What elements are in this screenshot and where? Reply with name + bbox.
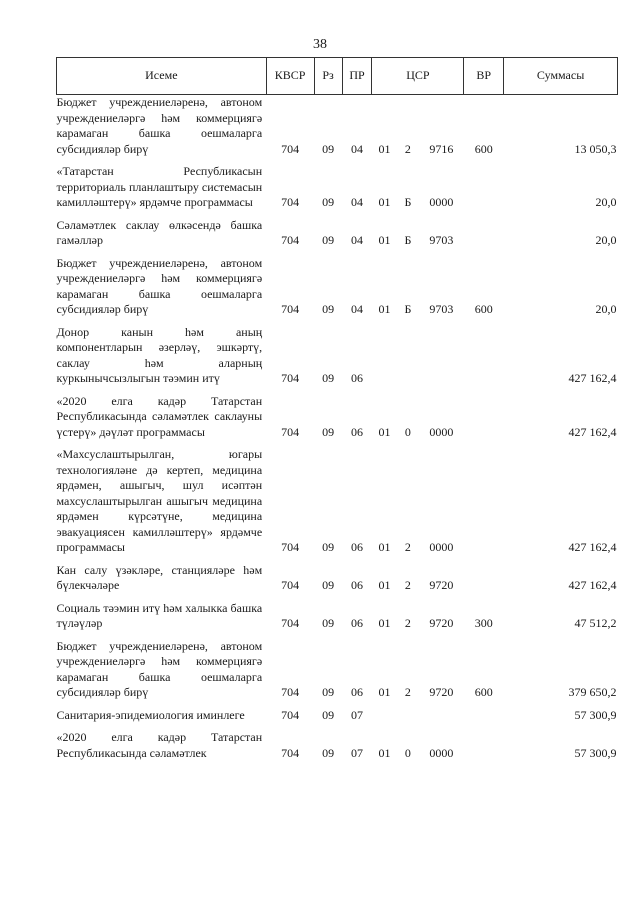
row-csr-code	[419, 325, 464, 394]
row-csr-code: 9703	[429, 233, 454, 247]
row-pr: 07	[351, 745, 364, 760]
row-pr: 04	[351, 141, 364, 156]
row-vr	[464, 447, 504, 563]
row-csr-subprogram	[397, 708, 419, 731]
row-pr: 06	[351, 578, 364, 592]
row-kvsr: 704	[281, 195, 300, 209]
row-kvsr: 704	[281, 540, 300, 554]
row-vr: 600	[474, 302, 493, 316]
row-kvsr: 704	[281, 745, 300, 760]
row-name: Донор канын һәм аның компонентларын әзерләү, эшкәртү, саклау һәм аларның куркынычсызлыгын тәэмин итү	[56, 324, 263, 385]
row-rz: 09	[322, 578, 335, 592]
table-row	[57, 394, 618, 448]
row-name: Сәламәтлек саклау өлкәсендә башка гамәлләр	[56, 217, 263, 247]
row-sum: 427 162,4	[568, 578, 617, 592]
table-row	[57, 256, 618, 325]
row-name: Бюджет учреждениеләренә, автоном учреждениеләргә һәм коммерциягә карамаган башка оешмаларга субсидияләр бирү	[56, 255, 263, 316]
row-csr-subprogram	[397, 325, 419, 394]
row-pr: 06	[351, 616, 364, 630]
row-csr-subprogram: 2	[404, 141, 411, 156]
row-vr	[464, 164, 504, 218]
row-sum: 427 162,4	[568, 540, 617, 554]
row-name: «2020 елга кадәр Татарстан Республикасында сәламәтлек	[56, 730, 263, 760]
row-pr: 06	[351, 424, 364, 439]
table-row	[57, 325, 618, 394]
row-csr-code: 0000	[429, 424, 454, 439]
header-kvsr: КВСР	[266, 58, 314, 95]
row-pr: 06	[351, 371, 364, 385]
row-rz: 09	[322, 195, 335, 209]
row-sum: 57 300,9	[574, 745, 617, 760]
row-csr-program: 01	[378, 424, 391, 439]
row-pr: 06	[351, 685, 364, 699]
row-csr-code: 9720	[429, 578, 454, 592]
row-csr-subprogram: 2	[404, 540, 411, 554]
row-sum: 427 162,4	[568, 371, 617, 385]
row-csr-code: 9703	[429, 302, 454, 316]
row-rz: 09	[322, 371, 335, 385]
row-csr-code: 9720	[429, 616, 454, 630]
row-rz: 09	[322, 540, 335, 554]
header-vr: ВР	[464, 58, 504, 95]
row-csr-subprogram: 0	[404, 424, 411, 439]
table-row	[57, 639, 618, 708]
row-kvsr: 704	[281, 616, 300, 630]
row-vr: 300	[474, 616, 493, 630]
table-header-row	[57, 58, 618, 95]
row-sum: 427 162,4	[568, 424, 617, 439]
row-sum: 379 650,2	[568, 685, 617, 699]
row-vr	[464, 708, 504, 731]
page-number: 38	[313, 37, 327, 52]
row-kvsr: 704	[281, 141, 300, 156]
row-kvsr: 704	[281, 707, 300, 722]
table-row	[57, 95, 618, 165]
row-csr-subprogram: 2	[404, 685, 411, 699]
row-name: «Махсуслаштырылган, югары технологияләне дә кертеп, медицина ярдәмен, ашыгыч, шул исәптән махсуслаштырылган ашыгыч медицина ярдәмен күрсәтүне, медицина эвакуациясен камилләштерү» ярдәмче программасы	[56, 447, 263, 554]
row-csr-code: 0000	[429, 745, 454, 760]
row-csr-subprogram: Б	[404, 233, 412, 247]
row-sum: 20,0	[595, 233, 617, 247]
row-name: Кан салу үзәкләре, станцияләре һәм бүлекчәләре	[56, 562, 263, 592]
row-csr-subprogram: 2	[404, 616, 411, 630]
row-name: Санитария-эпидемиология иминлеге	[56, 707, 245, 722]
row-sum: 13 050,3	[574, 141, 617, 156]
row-sum: 20,0	[595, 302, 617, 316]
header-rz: Рз	[314, 58, 342, 95]
row-csr-program: 01	[378, 616, 391, 630]
row-vr	[464, 394, 504, 448]
row-kvsr: 704	[281, 371, 300, 385]
row-csr-program	[372, 708, 397, 731]
row-name: Бюджет учреждениеләренә, автоном учреждениеләргә һәм коммерциягә карамаган башка оешмаларга субсидияләр бирү	[56, 638, 263, 699]
table-row	[57, 708, 618, 731]
header-pr: ПР	[342, 58, 372, 95]
row-kvsr: 704	[281, 578, 300, 592]
row-csr-program: 01	[378, 302, 391, 316]
row-csr-code: 0000	[429, 195, 454, 209]
row-csr-subprogram: Б	[404, 302, 412, 316]
row-rz: 09	[322, 616, 335, 630]
row-sum: 47 512,2	[574, 616, 617, 630]
row-name: Бюджет учреждениеләренә, автоном учреждениеләргә һәм коммерциягә карамаган башка оешмаларга субсидияләр бирү	[56, 95, 263, 156]
row-vr	[464, 730, 504, 768]
row-csr-program: 01	[378, 685, 391, 699]
row-csr-code: 9720	[429, 685, 454, 699]
row-kvsr: 704	[281, 233, 300, 247]
row-csr-subprogram: 0	[404, 745, 411, 760]
table-row	[57, 218, 618, 256]
row-pr: 07	[351, 707, 364, 722]
table-row	[57, 447, 618, 563]
row-kvsr: 704	[281, 685, 300, 699]
row-kvsr: 704	[281, 424, 300, 439]
row-rz: 09	[322, 233, 335, 247]
row-pr: 04	[351, 302, 364, 316]
row-csr-code: 0000	[429, 540, 454, 554]
header-sum: Суммасы	[504, 58, 618, 95]
header-csr: ЦСР	[372, 58, 464, 95]
row-csr-program: 01	[378, 540, 391, 554]
table-row	[57, 164, 618, 218]
row-csr-code	[419, 708, 464, 731]
row-rz: 09	[322, 707, 335, 722]
row-name: «2020 елга кадәр Татарстан Республикасында сәламәтлек саклауны үстерү» дәүләт программасы	[56, 393, 263, 439]
row-sum: 57 300,9	[574, 707, 617, 722]
row-name: «Татарстан Республикасын территориаль планлаштыру системасын камилләштерү» ярдәмче программасы	[56, 164, 263, 209]
row-csr-program: 01	[378, 195, 391, 209]
row-csr-program: 01	[378, 578, 391, 592]
row-csr-program	[372, 325, 397, 394]
row-vr: 600	[474, 685, 493, 699]
row-csr-subprogram: 2	[404, 578, 411, 592]
row-name: Социаль тәэмин итү һәм халыкка башка түләүләр	[56, 600, 263, 630]
row-rz: 09	[322, 141, 335, 156]
row-csr-program: 01	[378, 233, 391, 247]
row-pr: 04	[351, 195, 364, 209]
budget-table	[56, 57, 618, 768]
row-rz: 09	[322, 745, 335, 760]
row-vr	[464, 325, 504, 394]
row-rz: 09	[322, 424, 335, 439]
row-vr	[464, 563, 504, 601]
row-csr-program: 01	[378, 745, 391, 760]
row-kvsr: 704	[281, 302, 300, 316]
table-row	[57, 563, 618, 601]
table-row	[57, 601, 618, 639]
row-sum: 20,0	[595, 195, 617, 209]
row-csr-code: 9716	[429, 141, 454, 156]
row-vr: 600	[474, 141, 493, 156]
row-vr	[464, 218, 504, 256]
row-pr: 06	[351, 540, 364, 554]
row-csr-program: 01	[378, 141, 391, 156]
row-rz: 09	[322, 302, 335, 316]
header-name: Исеме	[57, 58, 267, 95]
row-pr: 04	[351, 233, 364, 247]
table-row	[57, 730, 618, 768]
row-rz: 09	[322, 685, 335, 699]
row-csr-subprogram: Б	[404, 195, 412, 209]
